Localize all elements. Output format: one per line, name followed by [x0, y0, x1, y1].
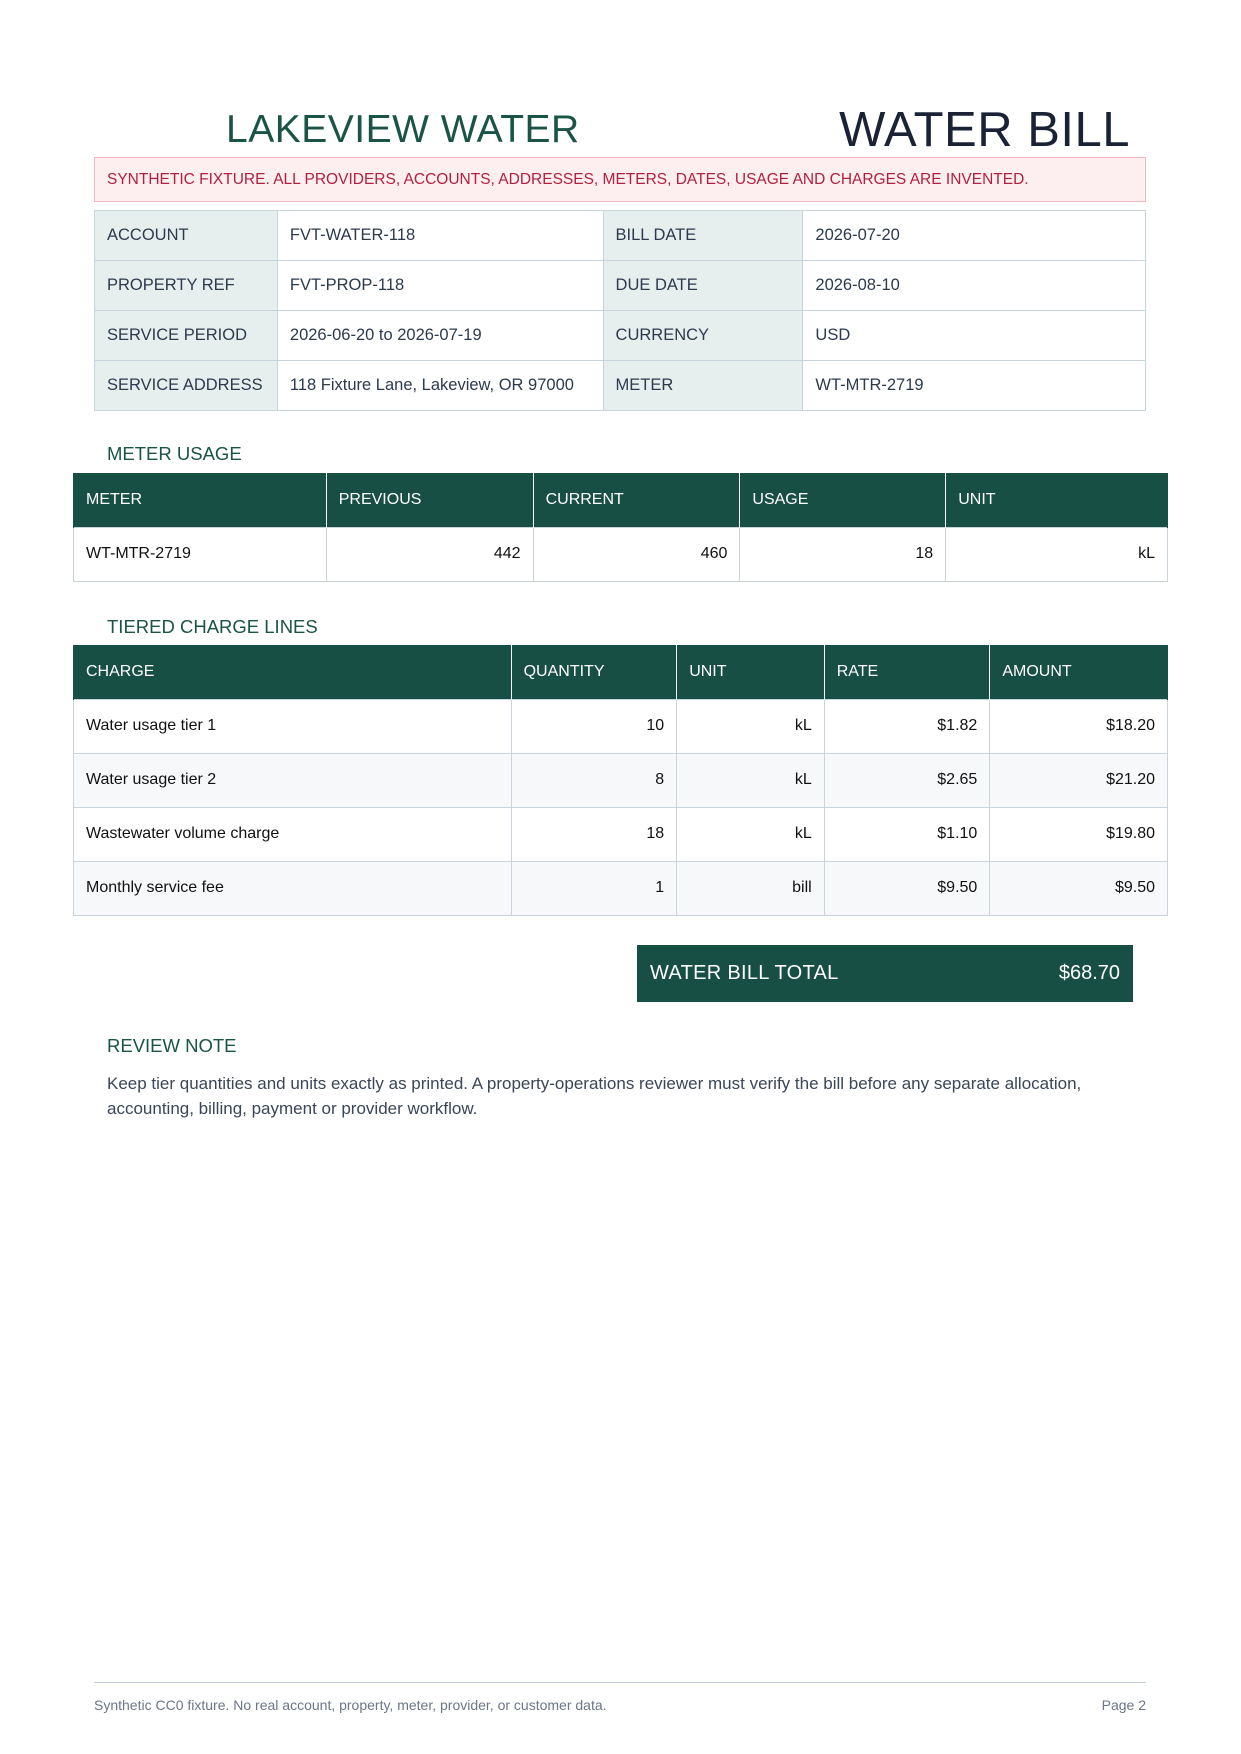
- meter-usage-table: [73, 473, 1168, 582]
- amount-cell: $21.20: [990, 753, 1168, 807]
- footer-disclaimer: Synthetic CC0 fixture. No real account, property, meter, provider, or customer data.: [94, 1697, 607, 1713]
- unit-cell: kL: [677, 699, 825, 753]
- column-header: UNIT: [677, 645, 825, 699]
- amount-cell: $9.50: [990, 861, 1168, 915]
- account-label: ACCOUNT: [95, 211, 278, 261]
- column-header: AMOUNT: [990, 645, 1168, 699]
- charge-cell: Water usage tier 1: [74, 699, 512, 753]
- meter-label: METER: [603, 361, 803, 411]
- service-address-label: SERVICE ADDRESS: [95, 361, 278, 411]
- quantity-cell: 18: [511, 807, 677, 861]
- rate-cell: $9.50: [824, 861, 990, 915]
- charge-lines-header-row: [74, 645, 1168, 699]
- document-title: WATER BILL: [839, 103, 1130, 157]
- quantity-cell: 1: [511, 861, 677, 915]
- column-header: QUANTITY: [511, 645, 677, 699]
- column-header: CURRENT: [533, 473, 740, 527]
- review-note-title: REVIEW NOTE: [107, 1035, 237, 1056]
- current-reading-cell: 460: [533, 527, 740, 581]
- column-header: USAGE: [740, 473, 946, 527]
- column-header: METER: [74, 473, 327, 527]
- amount-cell: $18.20: [990, 699, 1168, 753]
- synthetic-notice: SYNTHETIC FIXTURE. ALL PROVIDERS, ACCOUNTS, ADDRESSES, METERS, DATES, USAGE AND CHARGES ARE INVENTED.: [94, 157, 1146, 202]
- account-value: FVT-WATER-118: [277, 211, 603, 261]
- table-row: [74, 861, 1168, 915]
- table-row: [74, 699, 1168, 753]
- rate-cell: $1.82: [824, 699, 990, 753]
- unit-cell: bill: [677, 861, 825, 915]
- quantity-cell: 8: [511, 753, 677, 807]
- amount-cell: $19.80: [990, 807, 1168, 861]
- review-note-text: Keep tier quantities and units exactly as printed. A property-operations reviewer must verify the bill before any separate allocation, accounting, billing, payment or provider workflow.: [107, 1074, 1082, 1118]
- page-number: Page 2: [1101, 1697, 1146, 1713]
- due-date-label: DUE DATE: [603, 261, 803, 311]
- charge-lines-table: [73, 645, 1168, 916]
- table-row: [74, 527, 1168, 581]
- bill-date-label: BILL DATE: [603, 211, 803, 261]
- charge-cell: Wastewater volume charge: [74, 807, 512, 861]
- service-period-value: 2026-06-20 to 2026-07-19: [277, 311, 603, 361]
- charge-cell: Monthly service fee: [74, 861, 512, 915]
- info-row: [95, 261, 1146, 311]
- meter-usage-header-row: [74, 473, 1168, 527]
- bill-total-value: $68.70: [1058, 962, 1120, 984]
- column-header: RATE: [824, 645, 990, 699]
- info-row: [95, 361, 1146, 411]
- bill-total-box: [637, 945, 1133, 1002]
- rate-cell: $2.65: [824, 753, 990, 807]
- column-header: PREVIOUS: [326, 473, 533, 527]
- column-header: UNIT: [946, 473, 1168, 527]
- property-ref-value: FVT-PROP-118: [277, 261, 603, 311]
- bill-date-value: 2026-07-20: [803, 211, 1146, 261]
- meter-cell: WT-MTR-2719: [74, 527, 327, 581]
- provider-name: LAKEVIEW WATER: [226, 108, 580, 151]
- table-row: [74, 807, 1168, 861]
- table-row: [74, 753, 1168, 807]
- column-header: CHARGE: [74, 645, 512, 699]
- info-row: [95, 311, 1146, 361]
- usage-cell: 18: [740, 527, 946, 581]
- due-date-value: 2026-08-10: [803, 261, 1146, 311]
- bill-total-label: WATER BILL TOTAL: [650, 962, 839, 984]
- charge-cell: Water usage tier 2: [74, 753, 512, 807]
- account-info-table: [94, 210, 1146, 411]
- unit-cell: kL: [946, 527, 1168, 581]
- rate-cell: $1.10: [824, 807, 990, 861]
- service-period-label: SERVICE PERIOD: [95, 311, 278, 361]
- previous-reading-cell: 442: [326, 527, 533, 581]
- unit-cell: kL: [677, 807, 825, 861]
- info-row: [95, 211, 1146, 261]
- footer-divider: [94, 1682, 1146, 1683]
- property-ref-label: PROPERTY REF: [95, 261, 278, 311]
- unit-cell: kL: [677, 753, 825, 807]
- currency-label: CURRENCY: [603, 311, 803, 361]
- currency-value: USD: [803, 311, 1146, 361]
- meter-usage-title: METER USAGE: [107, 443, 242, 464]
- quantity-cell: 10: [511, 699, 677, 753]
- charge-lines-title: TIERED CHARGE LINES: [107, 616, 318, 637]
- meter-value: WT-MTR-2719: [803, 361, 1146, 411]
- service-address-value: 118 Fixture Lane, Lakeview, OR 97000: [277, 361, 603, 411]
- bill-header: [94, 100, 1144, 156]
